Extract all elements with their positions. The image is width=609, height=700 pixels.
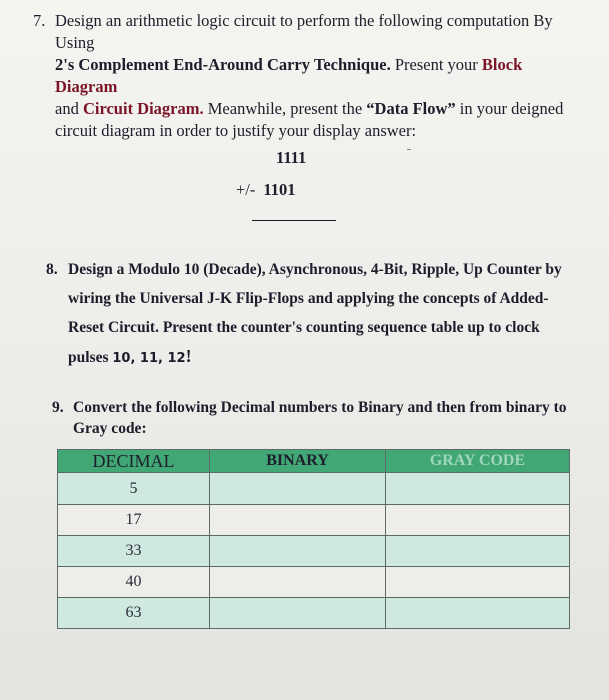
question-7-line-1	[55, 10, 583, 54]
decimal-cell: 40	[58, 567, 210, 598]
question-8-line-2: wiring the Universal J-K Flip-Flops and applying the concepts of Added-	[68, 290, 549, 307]
question-7-number: 7.	[33, 11, 46, 30]
table-row	[58, 598, 570, 629]
q7-text-3: and	[55, 99, 83, 118]
question-9-line-2: Gray code:	[73, 420, 147, 437]
gray-code-cell	[386, 473, 570, 505]
question-9-number: 9.	[52, 399, 64, 416]
arithmetic-bottom-operand: 1101	[263, 180, 296, 199]
table-row	[58, 567, 570, 598]
q7-data-flow: “Data Flow”	[366, 99, 456, 118]
arithmetic-operator: +/-	[236, 180, 256, 199]
q7-circuit-diagram: Circuit Diagram.	[82, 99, 204, 118]
q7-text-1: Design an arithmetic logic circuit to perform the following computation By Using	[55, 11, 553, 52]
q7-block-diagram: Block Diagram	[55, 55, 523, 96]
binary-cell	[210, 473, 386, 505]
table-header-row	[58, 450, 570, 473]
gray-code-cell	[386, 598, 570, 629]
question-8-number: 8.	[46, 261, 58, 278]
table-row	[58, 473, 570, 505]
arithmetic-result-line	[252, 220, 336, 221]
question-8-line-1: Design a Modulo 10 (Decade), Asynchronous, 4-Bit, Ripple, Up Counter by	[68, 261, 562, 278]
decimal-cell: 5	[58, 473, 210, 505]
question-7-line-4	[55, 120, 583, 142]
gray-code-cell	[386, 536, 570, 567]
binary-cell	[210, 598, 386, 629]
decimal-cell: 33	[58, 536, 210, 567]
table-row	[58, 505, 570, 536]
binary-cell	[210, 567, 386, 598]
gray-code-cell	[386, 567, 570, 598]
decimal-cell: 17	[58, 505, 210, 536]
table-row	[58, 536, 570, 567]
question-8	[46, 255, 566, 373]
question-9	[52, 397, 572, 439]
stray-mark	[407, 149, 411, 150]
question-7-line-3	[55, 98, 583, 120]
q7-technique: 2's Complement End-Around Carry Technique.	[55, 55, 391, 74]
question-8-line-3: Reset Circuit. Present the counter's counting sequence table up to clock	[68, 319, 540, 336]
binary-cell	[210, 505, 386, 536]
q8-exclamation: !	[185, 346, 192, 366]
question-9-text	[73, 397, 572, 439]
q7-text-4: Meanwhile, present the	[203, 99, 367, 118]
arithmetic-problem	[236, 142, 306, 206]
binary-cell	[210, 536, 386, 567]
conversion-table	[57, 449, 570, 629]
header-gray-code: GRAY CODE	[386, 450, 570, 473]
question-9-line-1: Convert the following Decimal numbers to Binary and then from binary to	[73, 399, 567, 416]
q7-text-6: circuit diagram in order to justify your display answer:	[55, 121, 417, 140]
question-8-text	[68, 255, 566, 373]
arithmetic-top-operand: 1111	[276, 148, 307, 167]
question-7	[33, 10, 583, 142]
question-8-line-4	[68, 342, 566, 373]
question-7-text	[55, 10, 583, 142]
header-binary: BINARY	[210, 450, 386, 473]
q7-text-2: Present your	[390, 55, 482, 74]
question-7-line-2	[55, 54, 583, 98]
gray-code-cell	[386, 505, 570, 536]
q7-text-5: in your deigned	[455, 99, 564, 118]
q8-pulse-numbers: 10, 11, 12	[112, 351, 186, 366]
arithmetic-bottom-row	[236, 174, 306, 206]
header-decimal: DECIMAL	[58, 450, 210, 473]
decimal-cell: 63	[58, 598, 210, 629]
q8-pulses-label: pulses	[68, 349, 113, 366]
